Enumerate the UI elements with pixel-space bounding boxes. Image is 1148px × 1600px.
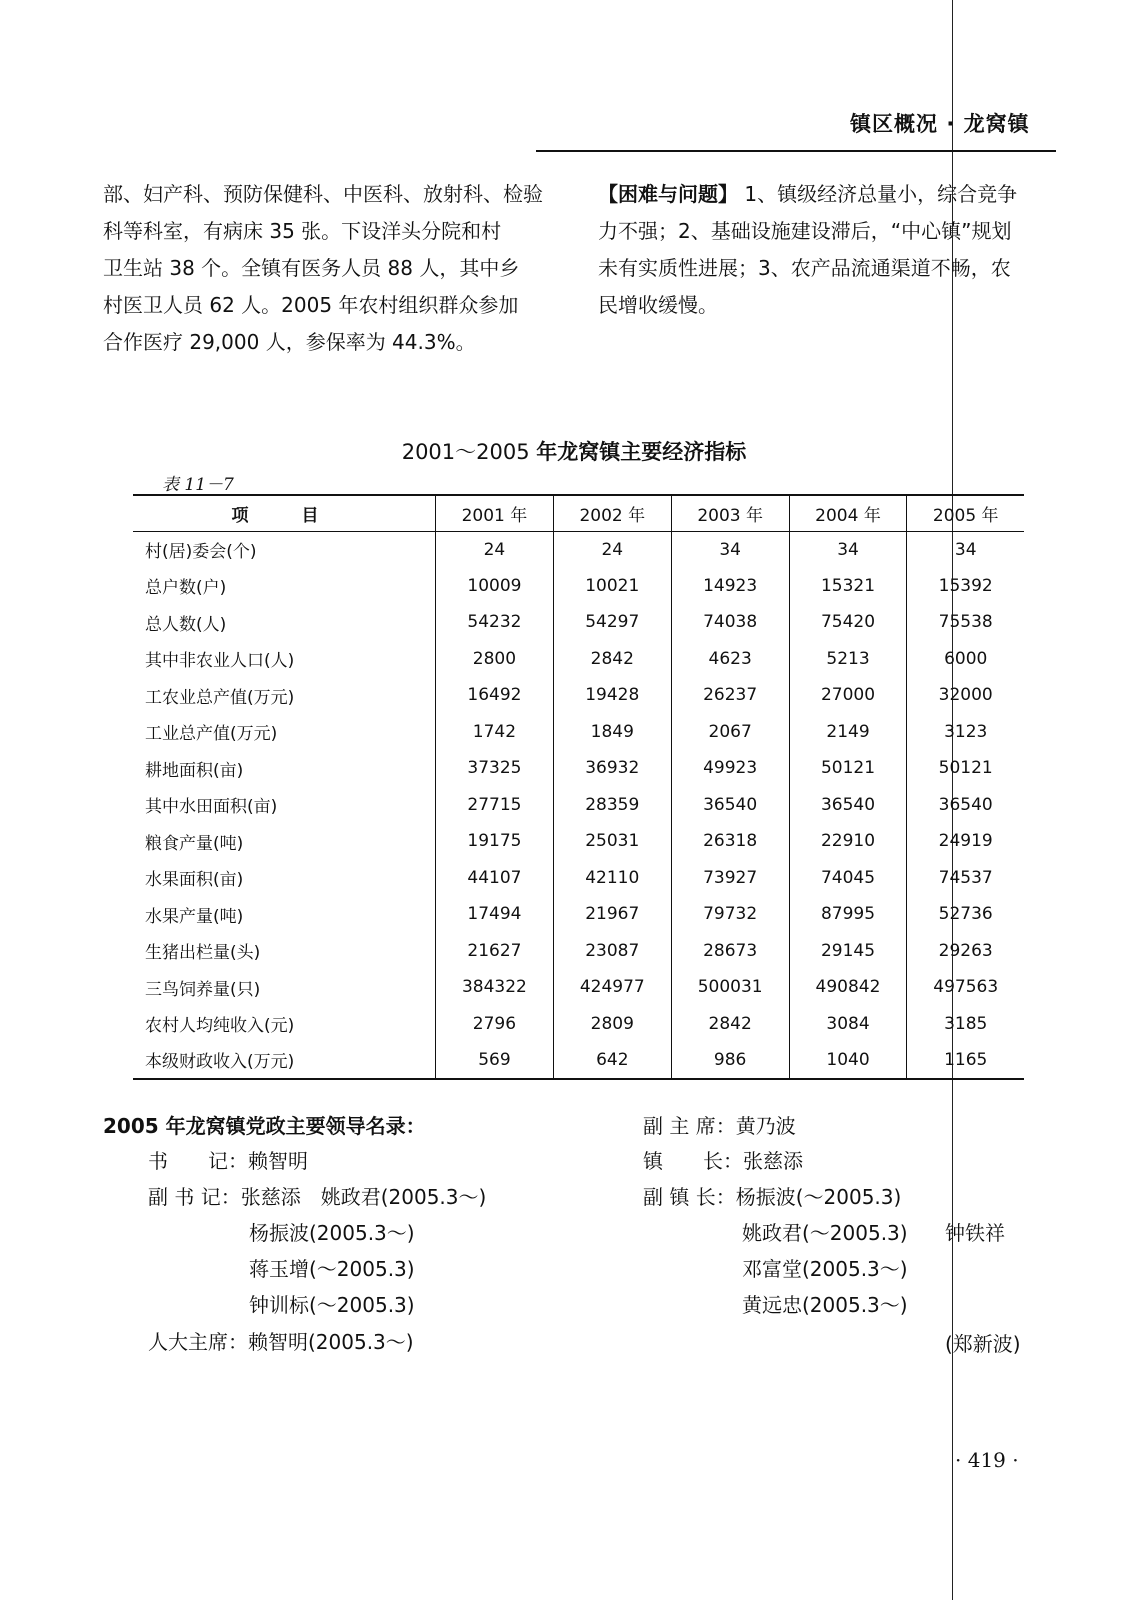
header-separator: · [946,112,956,136]
value-cell: 29263 [907,933,1024,970]
row-label-cell: 其中非农业人口(人) [145,651,295,672]
value-cell: 49923 [671,750,789,787]
value-cell: 52736 [907,896,1024,933]
row-label-cell: 三鸟饲养量(只) [145,979,261,1000]
paragraph-text: 1、镇级经济总量小，综合竞争 [738,182,1018,206]
row-label-cell: 本级财政收入(万元) [133,1042,436,1079]
value-cell: 34 [671,531,789,568]
value-cell: 26237 [671,677,789,714]
leader-line: 钟铁祥 [945,1221,1005,1245]
paragraph-line: 村医卫人员 62 人。2005 年农村组织群众参加 [103,293,519,317]
value-cell: 36540 [907,787,1024,824]
table-header-row [133,495,1024,531]
row-label-cell: 生猪出栏量(头) [145,943,261,964]
value-cell: 21967 [553,896,671,933]
value-cell: 14923 [671,568,789,605]
value-cell: 50121 [907,750,1024,787]
value-cell: 15321 [789,568,907,605]
value-cell: 74045 [789,860,907,897]
value-cell: 21627 [436,933,554,970]
table-header-year: 2004 年 [789,495,907,531]
paragraph-line: 卫生站 38 个。全镇有医务人员 88 人，其中乡 [103,256,520,280]
table-header-year: 2001 年 [436,495,554,531]
table-row [133,860,1024,897]
value-cell: 73927 [671,860,789,897]
value-cell: 500031 [671,969,789,1006]
value-cell: 79732 [671,896,789,933]
value-cell: 2796 [436,1006,554,1043]
paragraph-line: 力不强；2、基础设施建设滞后，“中心镇”规划 [598,219,1012,243]
value-cell: 28673 [671,933,789,970]
value-cell: 1165 [907,1042,1024,1079]
leader-line: 镇 长：张慈添 [643,1149,803,1173]
table-header-year: 2002 年 [553,495,671,531]
value-cell: 3185 [907,1006,1024,1043]
value-cell: 27715 [436,787,554,824]
table-row [133,714,1024,751]
row-label-cell: 水果面积(亩) [145,870,244,891]
row-label-cell: 耕地面积(亩) [145,760,244,781]
problems-label: 【困难与问题】 [598,182,738,206]
value-cell: 19175 [436,823,554,860]
value-cell: 424977 [553,969,671,1006]
leader-line: 副 主 席：黄乃波 [643,1114,796,1138]
table-row [133,641,1024,678]
leader-line: 副 镇 长：杨振波(～2005.3) [643,1185,902,1209]
value-cell: 490842 [789,969,907,1006]
value-cell: 5213 [789,641,907,678]
table-title [0,436,1148,466]
value-cell: 15392 [907,568,1024,605]
value-cell: 44107 [436,860,554,897]
table-number: 表 11－7 [162,475,234,495]
value-cell: 384322 [436,969,554,1006]
table-row [133,969,1024,1006]
table-header-year: 2003 年 [671,495,789,531]
row-label-cell: 其中水田面积(亩) [145,797,278,818]
problems-paragraph [598,176,1043,324]
value-cell: 29145 [789,933,907,970]
table-row [133,896,1024,933]
value-cell: 19428 [553,677,671,714]
value-cell: 3123 [907,714,1024,751]
row-label-cell: 粮食产量(吨) [145,833,244,854]
value-cell: 10021 [553,568,671,605]
value-cell: 1742 [436,714,554,751]
row-label-cell: 工业总产值(万元) [145,724,278,745]
table-row [133,1042,1024,1079]
value-cell: 74038 [671,604,789,641]
table-row [133,568,1024,605]
table-row [133,604,1024,641]
medical-paragraph [103,176,548,361]
header-section: 镇区概况 [850,112,938,136]
value-cell: 16492 [436,677,554,714]
value-cell: 17494 [436,896,554,933]
table-header-item: 项 目 [133,495,436,531]
value-cell: 26318 [671,823,789,860]
table-row [133,787,1024,824]
leader-line: 钟训标(～2005.3) [249,1293,415,1317]
table-row [133,1006,1024,1043]
value-cell: 10009 [436,568,554,605]
value-cell: 24919 [907,823,1024,860]
value-cell: 22910 [789,823,907,860]
value-cell: 36540 [671,787,789,824]
paragraph-line: 合作医疗 29,000 人，参保率为 44.3%。 [103,330,476,354]
value-cell: 75420 [789,604,907,641]
leader-line: 姚政君(～2005.3) [742,1221,908,1245]
value-cell: 2149 [789,714,907,751]
row-label-cell: 农村人均纯收入(元) [145,1016,295,1037]
leader-line: 杨振波(2005.3～) [249,1221,415,1245]
value-cell: 23087 [553,933,671,970]
paragraph-line: 民增收缓慢。 [598,293,718,317]
value-cell: 54297 [553,604,671,641]
value-cell: 50121 [789,750,907,787]
value-cell: 6000 [907,641,1024,678]
value-cell: 25031 [553,823,671,860]
value-cell: 2842 [671,1006,789,1043]
value-cell: 642 [553,1042,671,1079]
paragraph-line: 科等科室，有病床 35 张。下设洋头分院和村 [103,219,502,243]
paragraph-line: 未有实质性进展；3、农产品流通渠道不畅，农 [598,256,1011,280]
value-cell: 1040 [789,1042,907,1079]
leader-line: 蒋玉增(～2005.3) [249,1257,415,1281]
value-cell: 2842 [553,641,671,678]
value-cell: 24 [553,531,671,568]
value-cell: 569 [436,1042,554,1079]
value-cell: 2800 [436,641,554,678]
table-row [133,677,1024,714]
table-row [133,531,1024,568]
value-cell: 2067 [671,714,789,751]
value-cell: 4623 [671,641,789,678]
leader-line: 副 书 记：张慈添 姚政君(2005.3～) [148,1185,487,1209]
value-cell: 986 [671,1042,789,1079]
table-body [133,531,1024,1079]
header-town: 龙窝镇 [963,112,1030,136]
value-cell: 2809 [553,1006,671,1043]
value-cell: 74537 [907,860,1024,897]
leader-line: 书 记：赖智明 [148,1149,308,1173]
table-row [133,823,1024,860]
table-row [133,750,1024,787]
value-cell: 497563 [907,969,1024,1006]
table-title-years: 2001～2005 [401,440,530,464]
table-title-text: 年龙窝镇主要经济指标 [536,440,747,464]
value-cell: 27000 [789,677,907,714]
leader-line: 人大主席：赖智明(2005.3～) [148,1330,414,1354]
running-header [850,108,1030,138]
leaders-title: 2005 年龙窝镇党政主要领导名录： [103,1114,426,1138]
value-cell: 36932 [553,750,671,787]
value-cell: 87995 [789,896,907,933]
paragraph-line [598,176,1043,213]
author-credit: (郑新波) [945,1332,1021,1356]
table-header-year: 2005 年 [907,495,1024,531]
table-row [133,933,1024,970]
value-cell: 36540 [789,787,907,824]
value-cell: 28359 [553,787,671,824]
value-cell: 42110 [553,860,671,897]
leader-line: 黄远忠(2005.3～) [742,1293,908,1317]
value-cell: 54232 [436,604,554,641]
row-label-cell: 总户数(户) [145,578,227,599]
value-cell: 37325 [436,750,554,787]
value-cell: 3084 [789,1006,907,1043]
value-cell: 24 [436,531,554,568]
value-cell: 75538 [907,604,1024,641]
value-cell: 32000 [907,677,1024,714]
row-label-cell: 总人数(人) [145,614,227,635]
row-label-cell: 工农业总产值(万元) [145,687,295,708]
row-label-cell: 村(居)委会(个) [145,542,257,562]
paragraph-line: 部、妇产科、预防保健科、中医科、放射科、检验 [103,182,543,206]
value-cell: 1849 [553,714,671,751]
value-cell: 34 [907,531,1024,568]
header-rule [536,150,1056,152]
leader-line: 邓富堂(2005.3～) [742,1257,908,1281]
page-number: · 419 · [955,1448,1019,1472]
value-cell: 34 [789,531,907,568]
row-label-cell: 水果产量(吨) [145,906,244,927]
economic-indicators-table [133,494,1024,1080]
